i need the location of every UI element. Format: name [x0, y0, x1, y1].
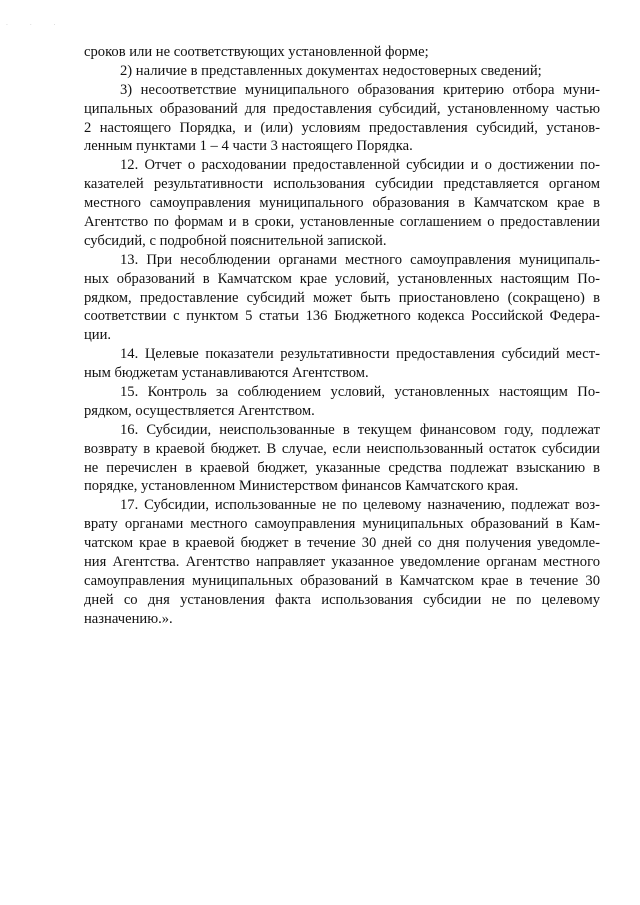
text-line: ленным пунктами 1 – 4 части 3 настоящего Порядка.	[84, 138, 413, 155]
text-line: 12. Отчет о расходовании предоставленной субсидии и о достижении по-	[120, 157, 600, 174]
text-line: Агентство по формам и в сроки, установленные соглашением о предоставлении	[84, 214, 600, 231]
text-line: сроков или не соответствующих установленной форме;	[84, 44, 429, 60]
text-line: рядком, осуществляется Агентством.	[84, 402, 315, 419]
text-line: ции.	[84, 327, 112, 344]
text-line: назначению.».	[84, 610, 173, 627]
text-line: 15. Контроль за соблюдением условий, установленных настоящим По-	[120, 384, 600, 401]
text-line: не перечислен в краевой бюджет, указанные средства подлежат взысканию в	[84, 459, 600, 476]
text-line: 13. При несоблюдении органами местного самоуправления муниципаль-	[120, 251, 600, 268]
text-line: порядке, установленном Министерством финансов Камчатского края.	[84, 478, 519, 495]
text-line: ным бюджетам устанавливаются Агентством.	[84, 365, 369, 382]
text-line: ных образований в Камчатском крае условий, установленных настоящим По-	[84, 270, 600, 287]
text-line: 3) несоответствие муниципального образования критерию отбора муни-	[120, 81, 600, 98]
text-line: 2) наличие в представленных документах недостоверных сведений;	[120, 62, 542, 79]
text-line: соответствии с пунктом 5 статьи 136 Бюджетного кодекса Российской Федера-	[84, 308, 600, 325]
scan-corner-marks: . . .	[6, 20, 66, 27]
text-line: 14. Целевые показатели результативности предоставления субсидий мест-	[120, 346, 600, 363]
text-line: 16. Субсидии, неиспользованные в текущем финансовом году, подлежат	[120, 421, 600, 438]
text-line: 17. Субсидии, использованные не по целевому назначению, подлежат воз-	[120, 497, 600, 514]
document-page	[84, 43, 600, 629]
text-line: врату органами местного самоуправления муниципальных образований в Кам-	[84, 516, 600, 533]
text-line: самоуправления муниципальных образований в Камчатском крае в течение 30	[84, 572, 600, 589]
text-line: рядком, предоставление субсидий может быть приостановлено (сокращено) в	[84, 289, 600, 306]
text-line: ципальных образований для предоставления субсидий, установленному частью	[84, 100, 600, 117]
text-line: местного самоуправления муниципального образования в Камчатском крае в	[84, 195, 600, 212]
text-line: 2 настоящего Порядка, и (или) условиям предоставления субсидий, установ-	[84, 119, 600, 136]
text-line: субсидий, с подробной пояснительной запиской.	[84, 232, 387, 249]
text-line: казателей результативности использования субсидии представляется органом	[84, 176, 600, 193]
text-line: возврату в краевой бюджет. В случае, если неиспользованный остаток субсидии	[84, 440, 600, 457]
text-line: ния Агентства. Агентство направляет указанное уведомление органам местного	[84, 554, 600, 571]
text-line: чатском крае в краевой бюджет в течение 30 дней со дня получения уведомле-	[84, 535, 600, 552]
text-line: дней со дня установления факта использования субсидии не по целевому	[84, 591, 600, 608]
